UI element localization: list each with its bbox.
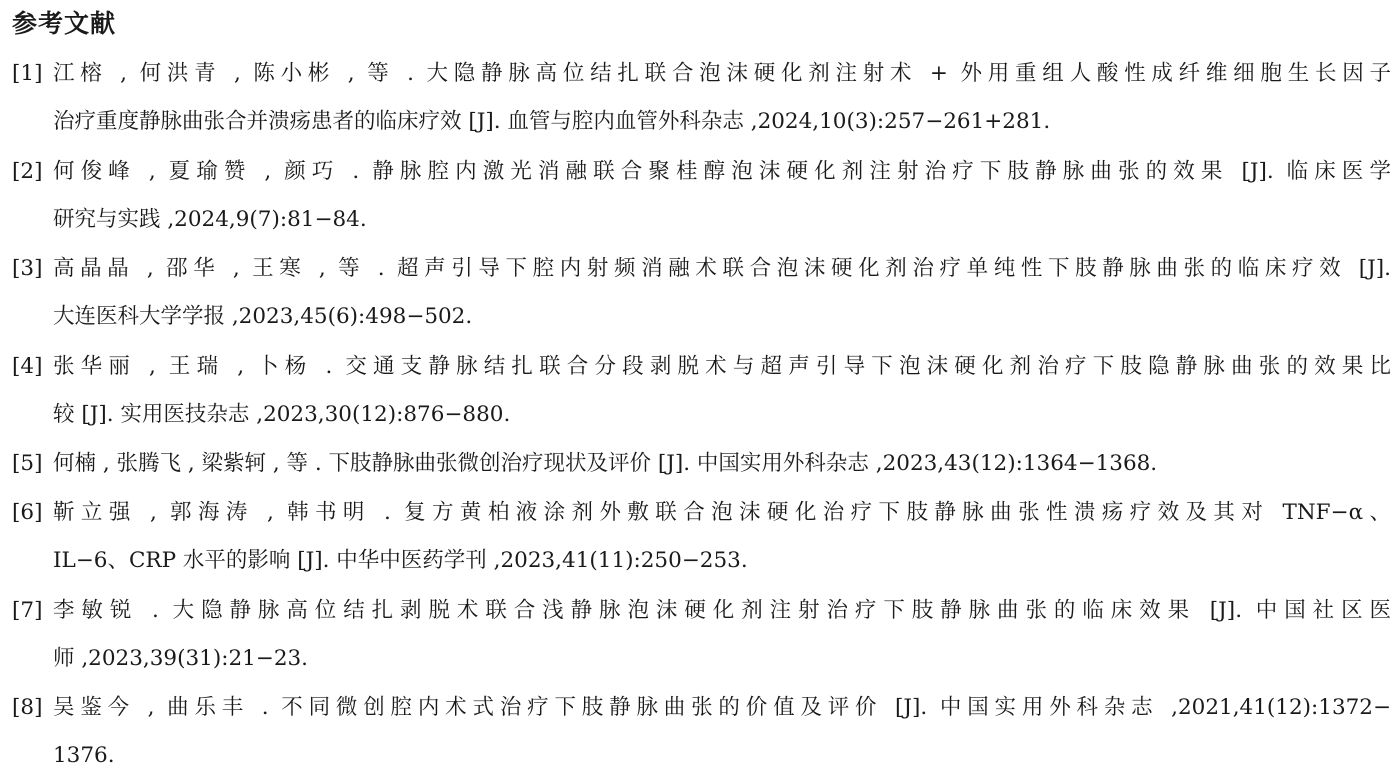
reference-text-line-2: 大连医科大学学报 ,2023,45(6):498−502. xyxy=(53,304,473,329)
reference-text-line-1: 江榕 , 何洪青 , 陈小彬 , 等 . 大隐静脉高位结扎联合泡沫硬化剂注射术 + 外用重组人酸性成纤维细胞生长因子 xyxy=(53,61,1391,86)
reference-number: [6] xyxy=(12,500,43,525)
reference-text-line-2: 1376. xyxy=(53,743,115,768)
reference-text-line-1: 李敏锐 . 大隐静脉高位结扎剥脱术联合浅静脉泡沫硬化剂注射治疗下肢静脉曲张的临床效果 [J]. 中国社区医 xyxy=(53,597,1391,623)
reference-text-line-2: 师 ,2023,39(31):21−23. xyxy=(53,645,309,671)
reference-item xyxy=(0,684,1399,782)
reference-text-line-2: 治疗重度静脉曲张合并溃疡患者的临床疗效 [J]. 血管与腔内血管外科杂志 ,2024,10(3):257−261+281. xyxy=(53,109,1051,134)
reference-number: [8] xyxy=(12,695,43,720)
reference-text-line-2: 研究与实践 ,2024,9(7):81−84. xyxy=(53,206,367,232)
reference-number: [3] xyxy=(12,256,43,281)
reference-number: [7] xyxy=(12,597,43,623)
reference-text-line-1: 靳立强 , 郭海涛 , 韩书明 . 复方黄柏液涂剂外敷联合泡沫硬化治疗下肢静脉曲张性溃疡疗效及其对 TNF−α、 xyxy=(53,500,1391,525)
reference-number: [2] xyxy=(12,158,43,184)
reference-number: [5] xyxy=(12,451,43,476)
reference-text-line-1: 吴鉴今 , 曲乐丰 . 不同微创腔内术式治疗下肢静脉曲张的价值及评价 [J]. 中国实用外科杂志 ,2021,41(12):1372− xyxy=(53,695,1391,720)
reference-item xyxy=(0,587,1399,685)
reference-text-line-2: 较 [J]. 实用医技杂志 ,2023,30(12):876−880. xyxy=(53,401,511,427)
reference-text-line-1: 张华丽 , 王瑞 , 卜杨 . 交通支静脉结扎联合分段剥脱术与超声引导下泡沫硬化剂治疗下肢隐静脉曲张的效果比 xyxy=(53,353,1391,379)
reference-item xyxy=(0,245,1399,343)
reference-item xyxy=(0,50,1399,148)
reference-item xyxy=(0,148,1399,246)
reference-list xyxy=(0,50,1399,782)
reference-text-line-2: IL−6、CRP 水平的影响 [J]. 中华中医药学刊 ,2023,41(11):250−253. xyxy=(53,548,748,573)
reference-item xyxy=(0,489,1399,587)
reference-number: [4] xyxy=(12,353,43,379)
reference-number: [1] xyxy=(12,61,43,86)
reference-text-line-1: 何楠 , 张腾飞 , 梁紫轲 , 等 . 下肢静脉曲张微创治疗现状及评价 [J]. 中国实用外科杂志 ,2023,43(12):1364−1368. xyxy=(53,451,1158,476)
reference-text-line-1: 何俊峰 , 夏瑜赞 , 颜巧 . 静脉腔内激光消融联合聚桂醇泡沫硬化剂注射治疗下肢静脉曲张的效果 [J]. 临床医学 xyxy=(53,158,1391,184)
reference-item xyxy=(0,440,1399,489)
references-heading: 参考文献 xyxy=(12,9,117,38)
reference-item xyxy=(0,343,1399,441)
reference-text-line-1: 高晶晶 , 邵华 , 王寒 , 等 . 超声引导下腔内射频消融术联合泡沫硬化剂治疗单纯性下肢静脉曲张的临床疗效 [J]. xyxy=(53,256,1391,281)
